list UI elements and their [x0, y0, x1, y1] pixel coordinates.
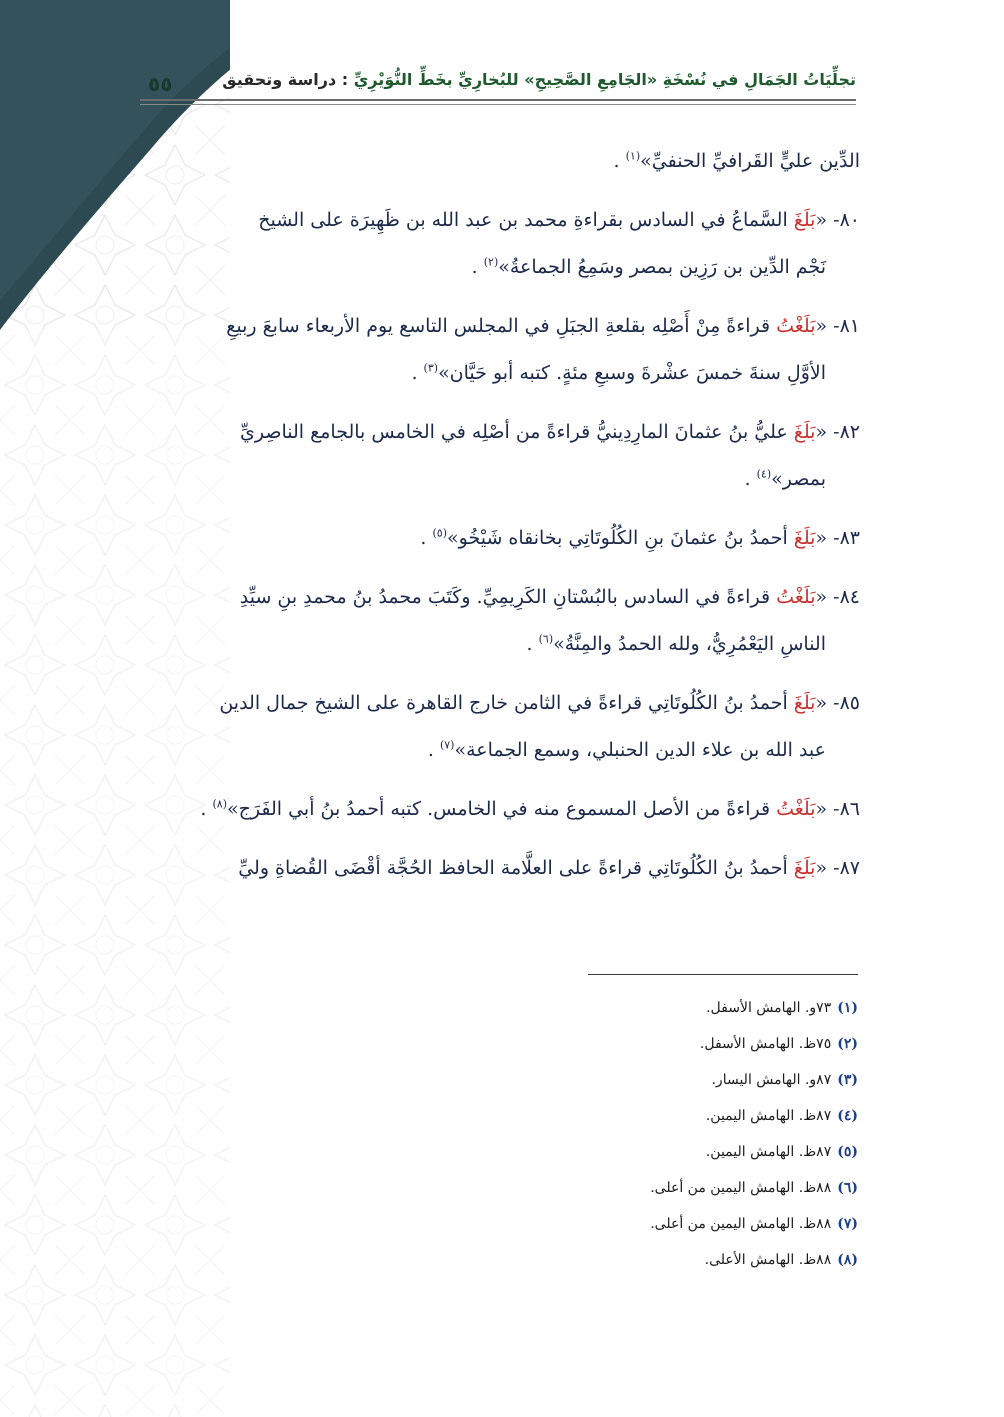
entry-text: السَّماعُ في السادس بقراءةِ محمد بن عبد الله بن ظَهِيرَة على الشيخ [258, 209, 794, 231]
entry-text: أحمدُ بنُ عثمانَ بنِ الكُلُوتَاتِي بخانقاه شَيْخُو» [447, 527, 794, 549]
entry-text: الناسِ اليَعْمُرِيُّ، ولله الحمدُ والمِنَّةُ» [553, 633, 826, 655]
text-line [140, 727, 860, 774]
running-title-sub: : دراسة وتحقيق [222, 70, 354, 89]
balagha-word: بَلَغْتُ [776, 315, 816, 337]
running-title [222, 70, 856, 89]
entry-text: أحمدُ بنُ الكُلُوتَاتِي قراءةً على العلَّامة الحافظ الحُجَّة أقْضَى القُضاةِ وليِّ [238, 857, 794, 879]
entry-80 [140, 197, 860, 291]
text-line [140, 574, 860, 621]
continuation-text: الدِّين عليٍّ القَرافيِّ الحنفيِّ» [640, 150, 860, 172]
page-number: ٥٥ [148, 72, 173, 96]
footnote-text: ٧٣و. الهامش الأسفل. [706, 1000, 832, 1016]
line-end: . [420, 527, 433, 549]
text-line [140, 303, 860, 350]
line-end: . [471, 256, 484, 278]
entry-text: قراءةً في السادس بالبُسْتانِ الكَرِيمِيِّ. وكَتَبَ محمدُ بنُ محمدِ بنِ سيِّدِ [239, 586, 777, 608]
footnote-text: ٨٧و. الهامش اليسار. [711, 1072, 832, 1088]
footnote [438, 1026, 858, 1062]
footnote-mark: (٦) [837, 1180, 858, 1196]
header-rule [140, 99, 856, 101]
entry-number: ٨١- « [815, 315, 860, 337]
footnote-text: ٧٥ظ. الهامش الأسفل. [699, 1036, 832, 1052]
entry-text: عليُّ بنُ عثمانَ المارِدِينيُّ قراءةً من أصْلِه في الخامس بالجامع الناصِريِّ [240, 421, 794, 443]
footnote-ref: (٤) [756, 467, 772, 481]
continuation-paragraph [140, 138, 860, 185]
entry-number: ٨٠- « [815, 209, 860, 231]
footnote-text: ٨٨ظ. الهامش الأعلى. [704, 1252, 832, 1268]
entry-text: بمصر» [771, 468, 826, 490]
footnote-text: ٨٧ظ. الهامش اليمين. [705, 1108, 832, 1124]
footnote [438, 1062, 858, 1098]
entry-81 [140, 303, 860, 397]
entry-83 [140, 515, 860, 562]
footnote-mark: (١) [837, 1000, 858, 1016]
footnote-mark: (٢) [837, 1036, 858, 1052]
line-end: . [744, 468, 757, 490]
running-title-main: تجلِّيَاتُ الجَمَالِ في نُسْخَةِ «الجَامِعِ الصَّحِيحِ» للبُخارِيِّ بخَطِّ النُّوَيْرِيِّ [353, 70, 856, 89]
footnote-text: ٨٧ظ. الهامش اليمين. [705, 1144, 832, 1160]
line-end: . [411, 362, 424, 384]
entry-84 [140, 574, 860, 668]
balagha-word: بَلَغَ [793, 527, 816, 549]
footnote-mark: (٧) [837, 1216, 858, 1232]
line-end: . [200, 798, 213, 820]
footnote-text: ٨٨ظ. الهامش اليمين من أعلى. [650, 1216, 832, 1232]
footnote-ref: (٣) [423, 361, 439, 375]
balagha-word: بَلَغَ [793, 421, 816, 443]
entry-number: ٨٥- « [815, 692, 860, 714]
text-line [140, 515, 860, 562]
footnote-mark: (٨) [837, 1252, 858, 1268]
line-end: . [427, 739, 440, 761]
entry-text: أحمدُ بنُ الكُلُوتَاتِي قراءةً في الثامن خارج القاهرة على الشيخ جمال الدين [219, 692, 794, 714]
text-line [140, 244, 860, 291]
entry-text: قراءةً من الأصل المسموع منه في الخامس. كتبه أحمدُ بنُ أبي الفَرَج» [226, 798, 777, 820]
entry-number: ٨٢- « [815, 421, 860, 443]
footnote-mark: (٤) [837, 1108, 858, 1124]
balagha-word: بَلَغْتُ [776, 586, 816, 608]
footnote-ref: (٨) [212, 797, 227, 811]
entry-number: ٨٧- « [815, 857, 860, 879]
main-text [140, 138, 860, 892]
header-rule-thin [140, 104, 856, 105]
balagha-word: بَلَغْتُ [776, 798, 816, 820]
footnote [438, 1134, 858, 1170]
line-end: . [526, 633, 539, 655]
entry-number: ٨٦- « [815, 798, 860, 820]
text-line [140, 621, 860, 668]
entry-87 [140, 845, 860, 892]
footnotes [438, 990, 858, 1278]
footnote [438, 1242, 858, 1278]
footnote-ref: (٦) [538, 632, 554, 646]
entry-82 [140, 409, 860, 503]
running-header [140, 60, 856, 100]
entry-text: الأوَّلِ سنةَ خمسَ عشْرةَ وسبعِ مئةٍ. كتبه أبو حَيَّان» [438, 362, 826, 384]
entry-text: عبد الله بن علاء الدين الحنبلي، وسمع الجماعة» [454, 739, 826, 761]
footnote-separator [588, 974, 858, 975]
footnote-ref: (٢) [483, 255, 499, 269]
footnote-ref: (٧) [439, 738, 455, 752]
balagha-word: بَلَغَ [793, 857, 816, 879]
footnote-ref: (١) [625, 149, 641, 163]
text-line [140, 197, 860, 244]
entry-86 [140, 786, 860, 833]
text-line [140, 409, 860, 456]
text-line [140, 456, 860, 503]
footnote-mark: (٥) [837, 1144, 858, 1160]
text-line [140, 786, 860, 833]
entry-number: ٨٤- « [815, 586, 860, 608]
entry-85 [140, 680, 860, 774]
text-line [140, 845, 860, 892]
entry-text: قراءةً مِنْ أَصْلِه بقلعةِ الجبَلِ في المجلس التاسع يوم الأربعاء سابعَ ربيعِ [226, 315, 777, 337]
footnote-text: ٨٨ظ. الهامش اليمين من أعلى. [650, 1180, 832, 1196]
footnote [438, 1098, 858, 1134]
footnote-mark: (٣) [837, 1072, 858, 1088]
entry-text: نَجْم الدِّين بن رَزِين بمصر وسَمِعُ الجماعةُ» [498, 256, 826, 278]
text-line [140, 680, 860, 727]
balagha-word: بَلَغَ [793, 209, 816, 231]
text-line [140, 138, 860, 185]
footnote-ref: (٥) [432, 526, 447, 540]
text-line [140, 350, 860, 397]
balagha-word: بَلَغَ [793, 692, 816, 714]
entry-number: ٨٣- « [815, 527, 860, 549]
footnote [438, 1206, 858, 1242]
line-end: . [613, 150, 626, 172]
footnote [438, 1170, 858, 1206]
footnote [438, 990, 858, 1026]
